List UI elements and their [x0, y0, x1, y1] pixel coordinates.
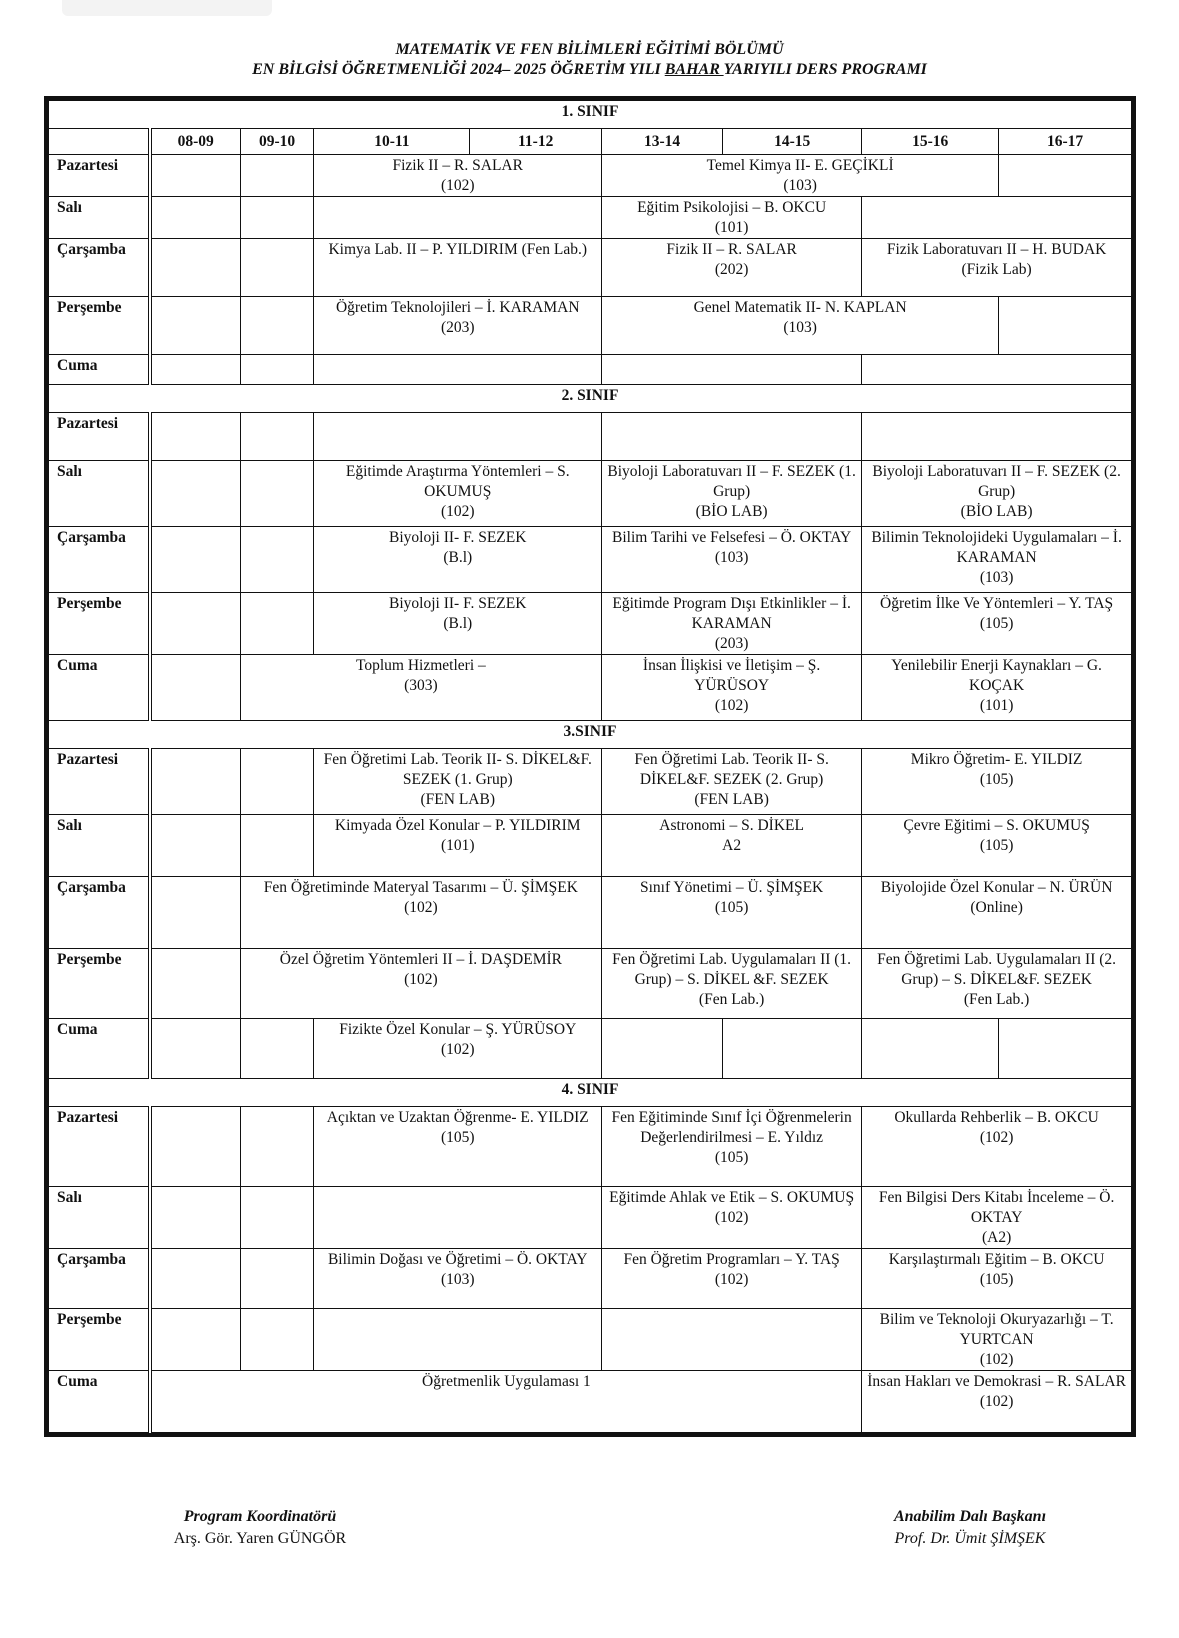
table-row	[49, 461, 1132, 527]
empty-cell	[314, 197, 602, 239]
table-row	[49, 1187, 1132, 1249]
empty-cell	[150, 949, 241, 1019]
empty-cell	[999, 155, 1132, 197]
empty-cell	[602, 413, 862, 461]
empty-cell	[150, 239, 241, 297]
course-cell: Fizik II – R. SALAR (202)	[602, 239, 862, 297]
title-line-2-post: YARIYILI DERS PROGRAMI	[723, 61, 927, 78]
empty-cell	[150, 1249, 241, 1309]
course-cell: Fen Bilgisi Ders Kitabı İnceleme – Ö. OKTAY (A2)	[862, 1187, 1132, 1249]
empty-cell	[240, 297, 314, 355]
empty-cell	[150, 1309, 241, 1371]
day-label: Cuma	[49, 1019, 150, 1079]
hour-13-14: 13-14	[602, 129, 723, 155]
course-cell: Bilim Tarihi ve Felsefesi – Ö. OKTAY (103)	[602, 527, 862, 593]
table-row	[49, 355, 1132, 385]
day-label: Salı	[49, 461, 150, 527]
course-cell: Fizikte Özel Konular – Ş. YÜRÜSOY (102)	[314, 1019, 602, 1079]
empty-cell	[240, 1309, 314, 1371]
title-line-1: MATEMATİK VE FEN BİLİMLERİ EĞİTİMİ BÖLÜMÜ	[395, 41, 784, 58]
course-cell: Astronomi – S. DİKEL A2	[602, 815, 862, 877]
empty-cell	[150, 1019, 241, 1079]
empty-cell	[150, 749, 241, 815]
course-cell: Toplum Hizmetleri – (303)	[240, 655, 601, 721]
empty-cell	[150, 527, 241, 593]
empty-cell	[240, 461, 314, 527]
course-cell: Öğretim Teknolojileri – İ. KARAMAN (203)	[314, 297, 602, 355]
course-cell: İnsan İlişkisi ve İletişim – Ş. YÜRÜSOY (102)	[602, 655, 862, 721]
empty-cell	[240, 413, 314, 461]
day-label: Çarşamba	[49, 527, 150, 593]
table-row	[49, 815, 1132, 877]
empty-cell	[602, 1019, 723, 1079]
empty-cell	[240, 1249, 314, 1309]
course-cell: Biyoloji Laboratuvarı II – F. SEZEK (2. Grup) (BİO LAB)	[862, 461, 1132, 527]
course-cell: Yenilebilir Enerji Kaynakları – G. KOÇAK (101)	[862, 655, 1132, 721]
title-line-2-pre: EN BİLGİSİ ÖĞRETMENLİĞİ 2024– 2025 ÖĞRETİM YILI	[252, 61, 665, 78]
course-cell: Fen Öğretiminde Materyal Tasarımı – Ü. ŞİMŞEK (102)	[240, 877, 601, 949]
empty-cell	[150, 877, 241, 949]
empty-cell	[150, 155, 241, 197]
day-label: Perşembe	[49, 593, 150, 655]
course-cell: Kimyada Özel Konular – P. YILDIRIM (101)	[314, 815, 602, 877]
section-title-3: 3.SINIF	[49, 721, 1132, 749]
empty-cell	[862, 1019, 999, 1079]
empty-cell	[314, 1309, 602, 1371]
course-cell: Kimya Lab. II – P. YILDIRIM (Fen Lab.)	[314, 239, 602, 297]
empty-cell	[150, 197, 241, 239]
empty-cell	[240, 815, 314, 877]
course-cell: Mikro Öğretim- E. YILDIZ (105)	[862, 749, 1132, 815]
section-title-1: 1. SINIF	[49, 101, 1132, 129]
course-cell: Temel Kimya II- E. GEÇİKLİ (103)	[602, 155, 999, 197]
schedule-table	[44, 96, 1136, 1437]
day-label: Pazartesi	[49, 155, 150, 197]
course-cell: Genel Matematik II- N. KAPLAN (103)	[602, 297, 999, 355]
day-label: Perşembe	[49, 1309, 150, 1371]
empty-cell	[240, 527, 314, 593]
course-cell: Karşılaştırmalı Eğitim – B. OKCU (105)	[862, 1249, 1132, 1309]
empty-cell	[602, 355, 862, 385]
section-title-4: 4. SINIF	[49, 1079, 1132, 1107]
day-label: Salı	[49, 1187, 150, 1249]
day-label: Salı	[49, 815, 150, 877]
coordinator-name: Arş. Gör. Yaren GÜNGÖR	[173, 1530, 347, 1547]
empty-cell	[150, 593, 241, 655]
empty-cell	[314, 413, 602, 461]
coordinator-role: Program Koordinatörü	[183, 1508, 337, 1525]
empty-cell	[150, 355, 241, 385]
hour-10-11: 10-11	[314, 129, 470, 155]
table-row	[49, 297, 1132, 355]
empty-cell	[862, 355, 1132, 385]
table-row	[49, 655, 1132, 721]
table-row	[49, 949, 1132, 1019]
empty-cell	[999, 297, 1132, 355]
course-cell: Eğitimde Program Dışı Etkinlikler – İ. KARAMAN (203)	[602, 593, 862, 655]
coordinator-signature	[130, 1506, 390, 1550]
course-cell: Öğretmenlik Uygulaması 1	[150, 1371, 862, 1433]
course-cell: Fizik Laboratuvarı II – H. BUDAK (Fizik Lab)	[862, 239, 1132, 297]
course-cell: Okullarda Rehberlik – B. OKCU (102)	[862, 1107, 1132, 1187]
course-cell: Çevre Eğitimi – S. OKUMUŞ (105)	[862, 815, 1132, 877]
course-cell: Fen Öğretimi Lab. Uygulamaları II (2. Grup) – S. DİKEL&F. SEZEK (Fen Lab.)	[862, 949, 1132, 1019]
hour-14-15: 14-15	[723, 129, 862, 155]
table-row	[49, 527, 1132, 593]
course-cell: Fen Öğretimi Lab. Uygulamaları II (1. Grup) – S. DİKEL &F. SEZEK (Fen Lab.)	[602, 949, 862, 1019]
course-cell: Bilimin Doğası ve Öğretimi – Ö. OKTAY (103)	[314, 1249, 602, 1309]
empty-cell	[314, 355, 602, 385]
hour-15-16: 15-16	[862, 129, 999, 155]
course-cell: Fen Öğretimi Lab. Teorik II- S. DİKEL&F. SEZEK (2. Grup) (FEN LAB)	[602, 749, 862, 815]
course-cell: İnsan Hakları ve Demokrasi – R. SALAR (102)	[862, 1371, 1132, 1433]
table-row	[49, 197, 1132, 239]
empty-cell	[150, 815, 241, 877]
course-cell: Eğitim Psikolojisi – B. OKCU (101)	[602, 197, 862, 239]
day-label: Cuma	[49, 1371, 150, 1433]
course-cell: Sınıf Yönetimi – Ü. ŞİMŞEK (105)	[602, 877, 862, 949]
empty-cell	[240, 593, 314, 655]
day-label: Pazartesi	[49, 749, 150, 815]
course-cell: Bilim ve Teknoloji Okuryazarlığı – T. YURTCAN (102)	[862, 1309, 1132, 1371]
course-cell: Fen Öğretimi Lab. Teorik II- S. DİKEL&F. SEZEK (1. Grup) (FEN LAB)	[314, 749, 602, 815]
day-label: Perşembe	[49, 297, 150, 355]
course-cell: Öğretim İlke Ve Yöntemleri – Y. TAŞ (105)	[862, 593, 1132, 655]
empty-cell	[862, 413, 1132, 461]
empty-cell	[240, 749, 314, 815]
course-cell: Eğitimde Araştırma Yöntemleri – S. OKUMUŞ (102)	[314, 461, 602, 527]
day-label: Çarşamba	[49, 239, 150, 297]
hour-16-17: 16-17	[999, 129, 1132, 155]
empty-cell	[240, 1107, 314, 1187]
hour-08-09: 08-09	[150, 129, 241, 155]
day-label: Perşembe	[49, 949, 150, 1019]
hour-09-10: 09-10	[240, 129, 314, 155]
section-title-2: 2. SINIF	[49, 385, 1132, 413]
course-cell: Fen Öğretim Programları – Y. TAŞ (102)	[602, 1249, 862, 1309]
day-label: Cuma	[49, 355, 150, 385]
department-head-name: Prof. Dr. Ümit ŞİMŞEK	[894, 1530, 1046, 1547]
course-cell: Biyoloji II- F. SEZEK (B.l)	[314, 527, 602, 593]
table-row	[49, 1371, 1132, 1433]
empty-cell	[240, 1187, 314, 1249]
empty-cell	[150, 297, 241, 355]
table-row	[49, 1019, 1132, 1079]
course-cell: Biyoloji II- F. SEZEK (B.l)	[314, 593, 602, 655]
title-line-2	[0, 60, 1179, 80]
empty-cell	[150, 1107, 241, 1187]
day-label: Çarşamba	[49, 1249, 150, 1309]
empty-cell	[240, 1019, 314, 1079]
empty-cell	[150, 413, 241, 461]
table-row	[49, 877, 1132, 949]
table-row	[49, 593, 1132, 655]
table-row	[49, 1249, 1132, 1309]
course-cell: Özel Öğretim Yöntemleri II – İ. DAŞDEMİR (102)	[240, 949, 601, 1019]
department-head-role: Anabilim Dalı Başkanı	[893, 1508, 1047, 1525]
empty-cell	[723, 1019, 862, 1079]
department-head-signature	[840, 1506, 1100, 1550]
empty-cell	[862, 197, 1132, 239]
table-row	[49, 413, 1132, 461]
day-label: Çarşamba	[49, 877, 150, 949]
table-row	[49, 155, 1132, 197]
empty-cell	[150, 655, 241, 721]
day-label: Pazartesi	[49, 413, 150, 461]
day-label: Pazartesi	[49, 1107, 150, 1187]
table-row	[49, 1107, 1132, 1187]
table-row	[49, 1309, 1132, 1371]
day-label: Cuma	[49, 655, 150, 721]
empty-cell	[240, 355, 314, 385]
table-row	[49, 239, 1132, 297]
top-watermark	[62, 0, 272, 16]
course-cell: Açıktan ve Uzaktan Öğrenme- E. YILDIZ (105)	[314, 1107, 602, 1187]
hours-corner	[49, 129, 150, 155]
empty-cell	[602, 1309, 862, 1371]
course-cell: Fizik II – R. SALAR (102)	[314, 155, 602, 197]
course-cell: Bilimin Teknolojideki Uygulamaları – İ. KARAMAN (103)	[862, 527, 1132, 593]
course-cell: Fen Eğitiminde Sınıf İçi Öğrenmelerin Değerlendirilmesi – E. Yıldız (105)	[602, 1107, 862, 1187]
document-title	[0, 40, 1179, 80]
empty-cell	[240, 155, 314, 197]
course-cell: Biyoloji Laboratuvarı II – F. SEZEK (1. Grup) (BİO LAB)	[602, 461, 862, 527]
empty-cell	[240, 197, 314, 239]
hour-11-12: 11-12	[470, 129, 602, 155]
empty-cell	[314, 1187, 602, 1249]
empty-cell	[999, 1019, 1132, 1079]
day-label: Salı	[49, 197, 150, 239]
empty-cell	[240, 239, 314, 297]
empty-cell	[150, 461, 241, 527]
term-name: BAHAR	[664, 61, 724, 78]
empty-cell	[150, 1187, 241, 1249]
hours-row	[49, 129, 1132, 155]
course-cell: Eğitimde Ahlak ve Etik – S. OKUMUŞ (102)	[602, 1187, 862, 1249]
table-row	[49, 749, 1132, 815]
course-cell: Biyolojide Özel Konular – N. ÜRÜN (Online)	[862, 877, 1132, 949]
